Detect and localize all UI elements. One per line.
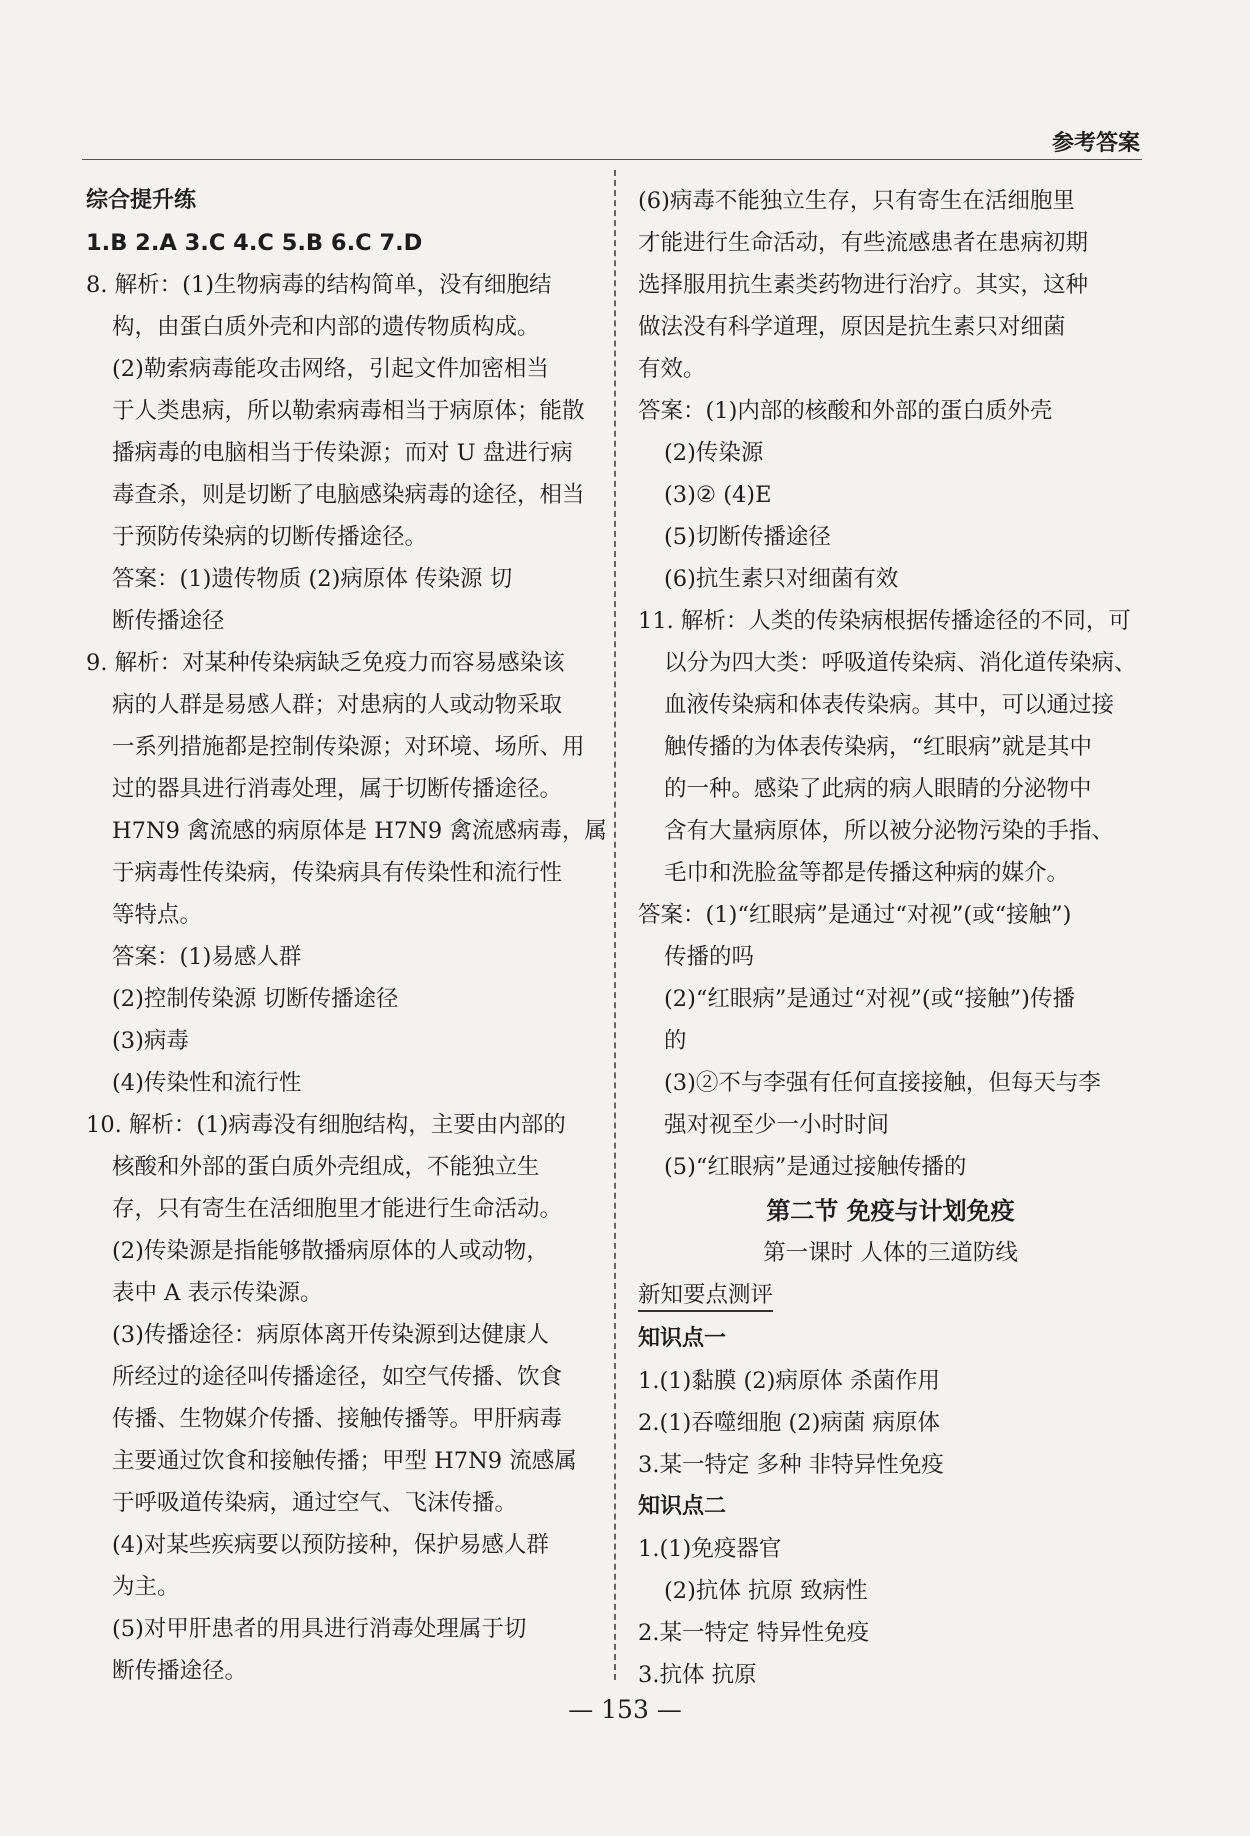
text-line: 2.(1)吞噬细胞 (2)病菌 病原体 bbox=[638, 1410, 941, 1436]
text-line: 传播的吗 bbox=[664, 944, 755, 970]
page-number: — 153 — bbox=[568, 1695, 682, 1724]
text-line: 断传播途径。 bbox=[112, 1658, 248, 1684]
text-line: 答案：(1)内部的核酸和外部的蛋白质外壳 bbox=[638, 398, 1053, 424]
text-line: 断传播途径 bbox=[112, 608, 225, 634]
text-line: 含有大量病原体，所以被分泌物污染的手指、 bbox=[664, 818, 1115, 844]
text-line: (4)传染性和流行性 bbox=[112, 1070, 302, 1096]
knowledge-point-1: 知识点一 bbox=[638, 1326, 727, 1351]
text-line: (2)抗体 抗原 致病性 bbox=[664, 1578, 868, 1604]
text-line: 一系列措施都是控制传染源；对环境、场所、用 bbox=[112, 734, 585, 760]
text-line: 1.B 2.A 3.C 4.C 5.B 6.C 7.D bbox=[86, 230, 423, 256]
text-line: 病的人群是易感人群；对患病的人或动物采取 bbox=[112, 692, 563, 718]
kp1-lines bbox=[638, 1360, 1143, 1486]
text-line: 表中 A 表示传染源。 bbox=[112, 1280, 323, 1306]
text-line: 做法没有科学道理，原因是抗生素只对细菌 bbox=[638, 314, 1066, 340]
header-label: 参考答案 bbox=[1051, 131, 1140, 156]
box-label: 新知要点测评 bbox=[638, 1280, 773, 1312]
text-line: (3)② (4)E bbox=[664, 482, 772, 508]
text-line: 11. 解析：人类的传染病根据传播途径的不同，可 bbox=[638, 608, 1131, 634]
text-line: (2)勒索病毒能攻击网络，引起文件加密相当 bbox=[112, 356, 549, 382]
text-line: 8. 解析：(1)生物病毒的结构简单，没有细胞结 bbox=[86, 272, 552, 298]
text-line: 毛巾和洗脸盆等都是传播这种病的媒介。 bbox=[664, 860, 1070, 886]
text-line: (3)病毒 bbox=[112, 1028, 189, 1054]
right-lines bbox=[638, 180, 1143, 1188]
text-line: 2.某一特定 特异性免疫 bbox=[638, 1620, 870, 1646]
text-line: 核酸和外部的蛋白质外壳组成，不能独立生 bbox=[112, 1154, 540, 1180]
left-column bbox=[86, 180, 607, 1692]
right-column bbox=[638, 180, 1143, 1696]
text-line: 等特点。 bbox=[112, 902, 203, 928]
text-line: 才能进行生命活动，有些流感患者在患病初期 bbox=[638, 230, 1089, 256]
text-line: 播病毒的电脑相当于传染源；而对 U 盘进行病 bbox=[112, 440, 573, 466]
knowledge-point-2: 知识点二 bbox=[638, 1494, 727, 1519]
column-divider bbox=[614, 170, 616, 1680]
text-line: (2)“红眼病”是通过“对视”(或“接触”)传播 bbox=[664, 986, 1075, 1012]
text-line: (6)病毒不能独立生存，只有寄生在活细胞里 bbox=[638, 188, 1075, 214]
text-line: 以分为四大类：呼吸道传染病、消化道传染病、 bbox=[664, 650, 1137, 676]
text-line: 答案：(1)遗传物质 (2)病原体 传染源 切 bbox=[112, 566, 513, 592]
text-line: 于病毒性传染病，传染病具有传染性和流行性 bbox=[112, 860, 563, 886]
text-line: 答案：(1)易感人群 bbox=[112, 944, 302, 970]
text-line: 于呼吸道传染病，通过空气、飞沫传播。 bbox=[112, 1490, 518, 1516]
text-line: 的 bbox=[664, 1028, 687, 1054]
left-lines bbox=[86, 222, 607, 1692]
text-line: (5)“红眼病”是通过接触传播的 bbox=[664, 1154, 967, 1180]
text-line: 1.(1)免疫器官 bbox=[638, 1536, 782, 1562]
text-line: 存，只有寄生在活细胞里才能进行生命活动。 bbox=[112, 1196, 563, 1222]
text-line: 于人类患病，所以勒索病毒相当于病原体；能散 bbox=[112, 398, 585, 424]
text-line: (2)控制传染源 切断传播途径 bbox=[112, 986, 399, 1012]
text-line: (5)切断传播途径 bbox=[664, 524, 831, 550]
text-line: 选择服用抗生素类药物进行治疗。其实，这种 bbox=[638, 272, 1089, 298]
text-line: 所经过的途径叫传播途径，如空气传播、饮食 bbox=[112, 1364, 563, 1390]
text-line: 有效。 bbox=[638, 356, 706, 382]
lesson-title: 第一课时 人体的三道防线 bbox=[763, 1240, 1018, 1266]
text-line: (6)抗生素只对细菌有效 bbox=[664, 566, 899, 592]
header-rule bbox=[82, 159, 1142, 160]
text-line: 为主。 bbox=[112, 1574, 180, 1600]
text-line: 3.某一特定 多种 非特异性免疫 bbox=[638, 1452, 944, 1478]
text-line: 触传播的为体表传染病，“红眼病”就是其中 bbox=[664, 734, 1093, 760]
text-line: 强对视至少一小时时间 bbox=[664, 1112, 890, 1138]
text-line: H7N9 禽流感的病原体是 H7N9 禽流感病毒，属 bbox=[112, 818, 607, 844]
text-line: 10. 解析：(1)病毒没有细胞结构，主要由内部的 bbox=[86, 1112, 566, 1138]
text-line: 于预防传染病的切断传播途径。 bbox=[112, 524, 428, 550]
text-line: 构，由蛋白质外壳和内部的遗传物质构成。 bbox=[112, 314, 540, 340]
section-heading: 综合提升练 bbox=[86, 188, 197, 213]
text-line: 毒查杀，则是切断了电脑感染病毒的途径，相当 bbox=[112, 482, 585, 508]
text-line: (4)对某些疾病要以预防接种，保护易感人群 bbox=[112, 1532, 549, 1558]
text-line: (2)传染源是指能够散播病原体的人或动物， bbox=[112, 1238, 549, 1264]
text-line: 过的器具进行消毒处理，属于切断传播途径。 bbox=[112, 776, 563, 802]
kp2-lines bbox=[638, 1528, 1143, 1696]
text-line: 答案：(1)“红眼病”是通过“对视”(或“接触”) bbox=[638, 902, 1072, 928]
text-line: 1.(1)黏膜 (2)病原体 杀菌作用 bbox=[638, 1368, 941, 1394]
text-line: (5)对甲肝患者的用具进行消毒处理属于切 bbox=[112, 1616, 527, 1642]
text-line: (3)传播途径：病原体离开传染源到达健康人 bbox=[112, 1322, 549, 1348]
text-line: 9. 解析：对某种传染病缺乏免疫力而容易感染该 bbox=[86, 650, 565, 676]
text-line: (3)②不与李强有任何直接接触，但每天与李 bbox=[664, 1070, 1101, 1096]
text-line: (2)传染源 bbox=[664, 440, 764, 466]
text-line: 3.抗体 抗原 bbox=[638, 1662, 757, 1688]
text-line: 传播、生物媒介传播、接触传播等。甲肝病毒 bbox=[112, 1406, 563, 1432]
text-line: 的一种。感染了此病的病人眼睛的分泌物中 bbox=[664, 776, 1092, 802]
text-line: 血液传染病和体表传染病。其中，可以通过接 bbox=[664, 692, 1115, 718]
text-line: 主要通过饮食和接触传播；甲型 H7N9 流感属 bbox=[112, 1448, 577, 1474]
section-title: 第二节 免疫与计划免疫 bbox=[766, 1197, 1015, 1225]
